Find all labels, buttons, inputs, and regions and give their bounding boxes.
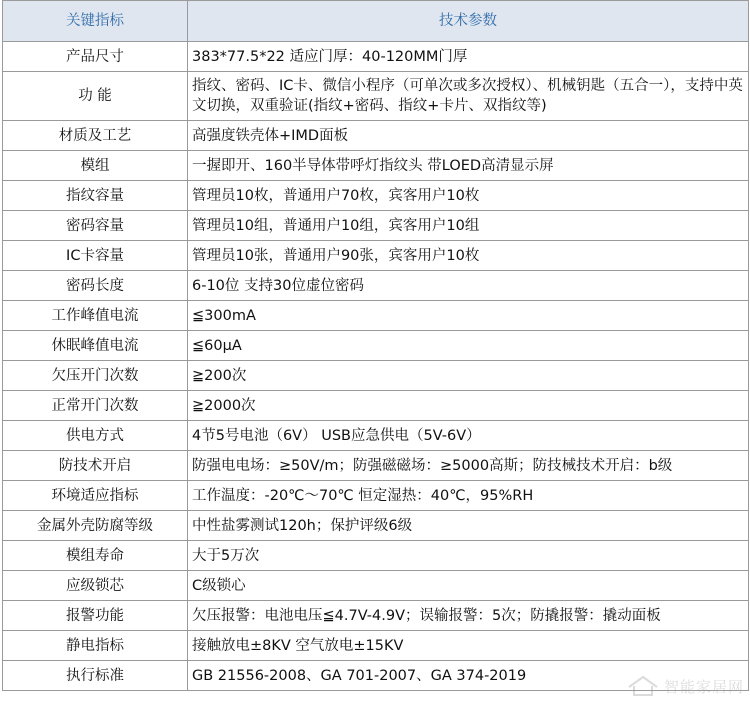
row-value: 大于5万次 (188, 541, 749, 571)
row-key: 功 能 (3, 72, 188, 121)
table-row (3, 42, 749, 72)
table-row (3, 511, 749, 541)
table-row (3, 361, 749, 391)
house-logo-icon (626, 675, 660, 697)
header-key: 关键指标 (3, 1, 188, 42)
row-value: 管理员10枚，普通用户70枚，宾客用户10枚 (188, 181, 749, 211)
row-key: 静电指标 (3, 631, 188, 661)
table-row (3, 421, 749, 451)
table-row (3, 241, 749, 271)
row-key: 模组寿命 (3, 541, 188, 571)
table-row (3, 301, 749, 331)
row-value: ≧200次 (188, 361, 749, 391)
row-key: 指纹容量 (3, 181, 188, 211)
row-value: 管理员10组，普通用户10组，宾客用户10组 (188, 211, 749, 241)
row-key: 报警功能 (3, 601, 188, 631)
row-value: GB 21556-2008、GA 701-2007、GA 374-2019 (188, 661, 749, 691)
row-key: 执行标准 (3, 661, 188, 691)
row-value: 指纹、密码、IC卡、微信小程序（可单次或多次授权）、机械钥匙（五合一），支持中英文切换，双重验证(指纹+密码、指纹+卡片、双指纹等) (188, 72, 749, 121)
row-value: ≦60μA (188, 331, 749, 361)
table-header-row (3, 1, 749, 42)
row-value: ≦300mA (188, 301, 749, 331)
row-key: 欠压开门次数 (3, 361, 188, 391)
row-key: 产品尺寸 (3, 42, 188, 72)
table-row (3, 331, 749, 361)
row-key: 密码容量 (3, 211, 188, 241)
row-key: 供电方式 (3, 421, 188, 451)
table-row (3, 271, 749, 301)
table-row (3, 571, 749, 601)
row-value: 高强度铁壳体+IMD面板 (188, 121, 749, 151)
row-key: 环境适应指标 (3, 481, 188, 511)
row-value: 中性盐雾测试120h；保护评级6级 (188, 511, 749, 541)
row-key: 休眠峰值电流 (3, 331, 188, 361)
row-key: 材质及工艺 (3, 121, 188, 151)
row-value: 一握即开、160半导体带呼灯指纹头 带LOED高清显示屏 (188, 151, 749, 181)
row-value: 工作温度：-20℃～70℃ 恒定湿热：40℃，95%RH (188, 481, 749, 511)
header-value: 技术参数 (188, 1, 749, 42)
table-row (3, 72, 749, 121)
row-value: 防强电电场：≥50V/m；防强磁磁场：≥5000高斯；防技械技术开启：b级 (188, 451, 749, 481)
row-key: 密码长度 (3, 271, 188, 301)
row-value: 6-10位 支持30位虚位密码 (188, 271, 749, 301)
row-key: 正常开门次数 (3, 391, 188, 421)
row-value: 接触放电±8KV 空气放电±15KV (188, 631, 749, 661)
row-key: IC卡容量 (3, 241, 188, 271)
table-row (3, 211, 749, 241)
row-value: 4节5号电池（6V） USB应急供电（5V-6V） (188, 421, 749, 451)
row-value: 383*77.5*22 适应门厚：40-120MM门厚 (188, 42, 749, 72)
row-value: 管理员10张，普通用户90张，宾客用户10枚 (188, 241, 749, 271)
table-row (3, 601, 749, 631)
table-row (3, 181, 749, 211)
row-key: 模组 (3, 151, 188, 181)
watermark-text: 智能家居网 (663, 677, 744, 696)
table-row (3, 631, 749, 661)
row-key: 防技术开启 (3, 451, 188, 481)
row-value: C级锁心 (188, 571, 749, 601)
row-key: 工作峰值电流 (3, 301, 188, 331)
row-key: 金属外壳防腐等级 (3, 511, 188, 541)
row-value: ≧2000次 (188, 391, 749, 421)
table-row (3, 391, 749, 421)
table-row (3, 541, 749, 571)
table-row (3, 481, 749, 511)
row-key: 应级锁芯 (3, 571, 188, 601)
spec-table (2, 0, 749, 691)
watermark (626, 675, 744, 697)
table-row (3, 121, 749, 151)
table-row (3, 151, 749, 181)
row-value: 欠压报警：电池电压≦4.7V-4.9V；误输报警：5次；防撬报警：撬动面板 (188, 601, 749, 631)
table-row (3, 451, 749, 481)
